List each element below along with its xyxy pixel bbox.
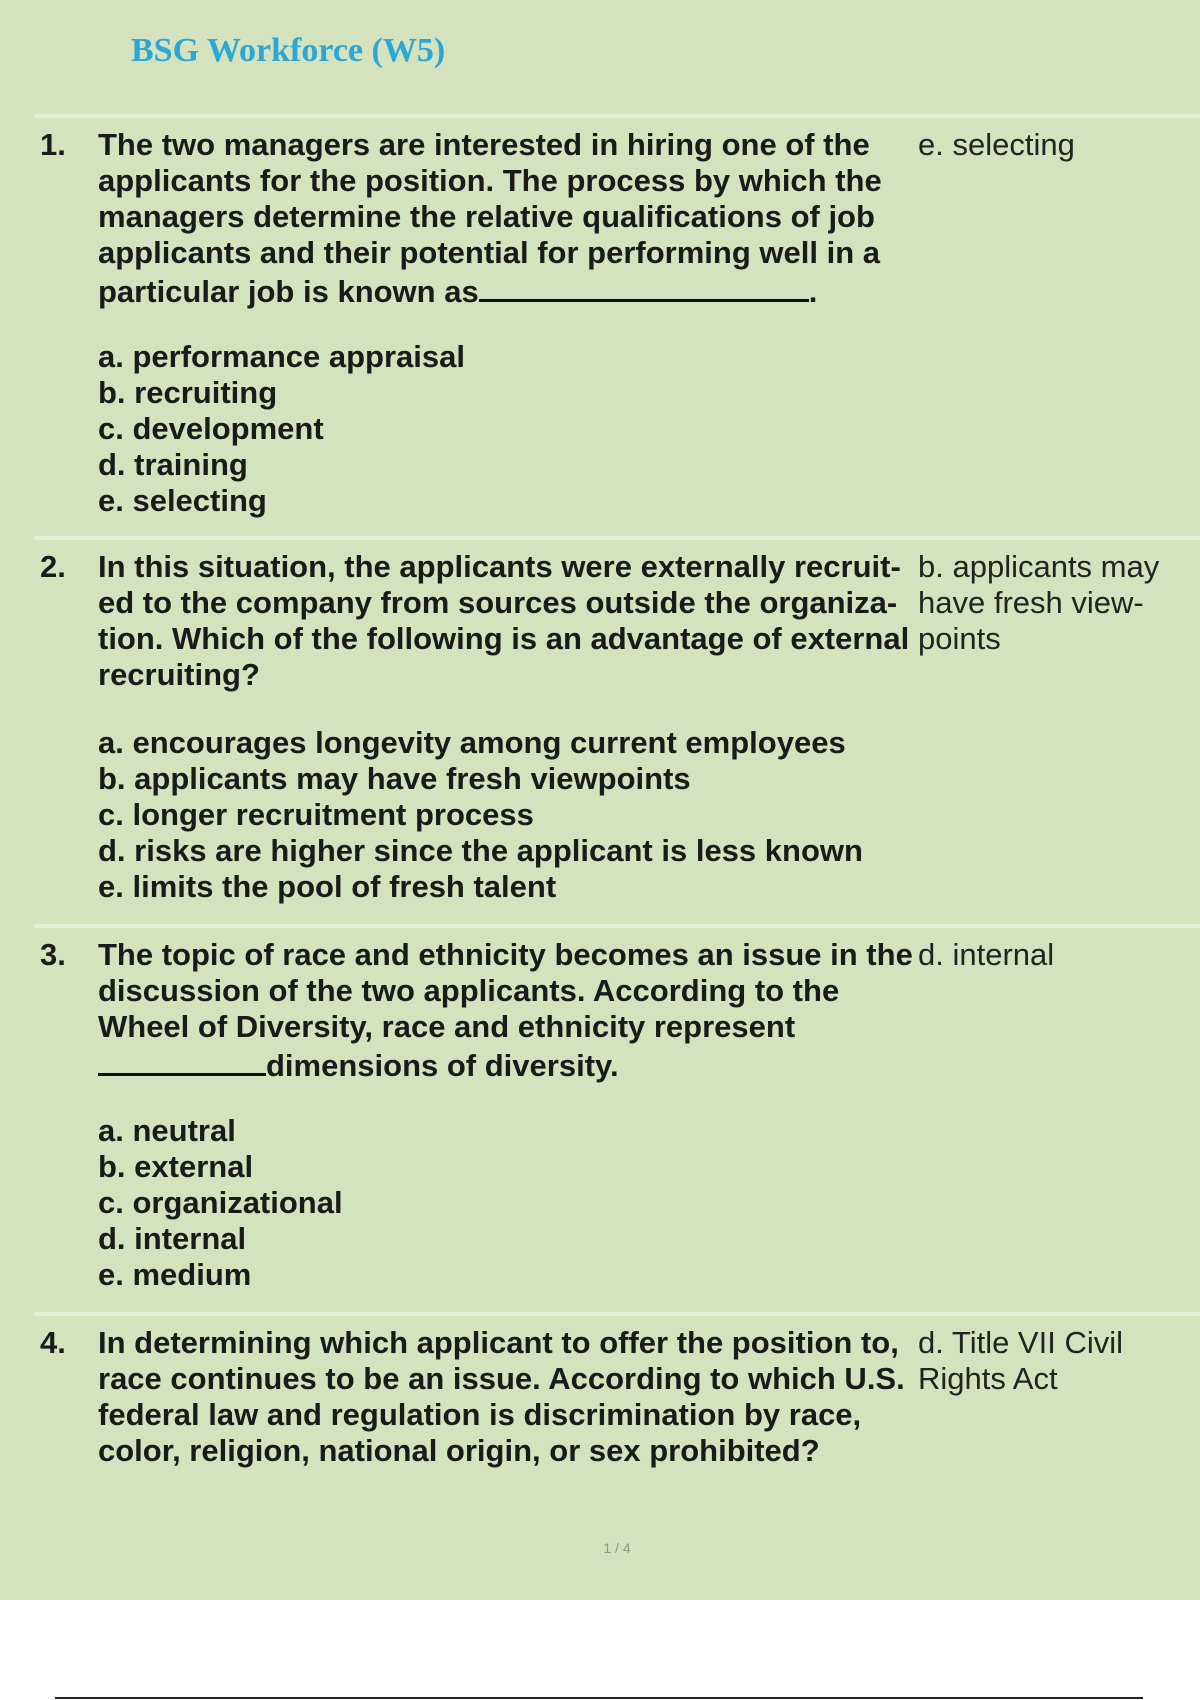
question-text [98, 937, 918, 1084]
answer-blank [479, 271, 809, 302]
divider [34, 1312, 1200, 1316]
page-break-rule [55, 1697, 1143, 1699]
option-c: c. development [98, 411, 324, 446]
question-text-after: dimensions of diversity. [266, 1048, 619, 1083]
options-list [98, 339, 918, 519]
question-text-before: The two managers are interested in hiring one of the applicants for the position. The process by which the managers determine the relative qualifications of job applicants and their potential for performing well in a particular job is known as [98, 127, 882, 309]
question-text-before: The topic of race and ethnicity becomes an issue in the discussion of the two applicants. According to the Wheel of Diversity, race and ethnicity represent [98, 937, 913, 1044]
question-text [98, 127, 918, 310]
option-b: b. recruiting [98, 375, 278, 410]
answer-text: d. internal [918, 937, 1055, 972]
option-a: a. encourages longevity among current employees [98, 725, 846, 760]
option-e: e. limits the pool of fresh talent [98, 869, 557, 904]
answer-blank [98, 1045, 266, 1076]
page-indicator: 1 / 4 [603, 1540, 631, 1556]
answer-text: d. Title VII Civil Rights Act [918, 1325, 1123, 1396]
question-text-before: In determining which applicant to offer the position to, race continues to be an issue. According to which U.S. federal law and regulation is discrimination by race, color, religion, national origin, or sex prohibited? [98, 1325, 905, 1468]
question-number: 1. [40, 127, 66, 162]
question-number: 2. [40, 549, 66, 584]
option-a: a. performance appraisal [98, 339, 465, 374]
option-d: d. internal [98, 1221, 247, 1256]
divider [34, 536, 1200, 540]
option-c: c. organizational [98, 1185, 343, 1220]
option-d: d. risks are higher since the applicant is less known [98, 833, 863, 868]
option-b: b. applicants may have fresh viewpoints [98, 761, 691, 796]
question-number: 3. [40, 937, 66, 972]
document-title: BSG Workforce (W5) [131, 32, 446, 69]
question-text [98, 549, 918, 693]
answer-text: b. applicants may have fresh view- points [918, 549, 1160, 656]
option-d: d. training [98, 447, 248, 482]
question-text-before: In this situation, the applicants were externally recruit- ed to the company from sources outside the organiza- tion. Which of the following is an advantage of external recruiting? [98, 549, 910, 692]
question-text [98, 1325, 918, 1469]
option-c: c. longer recruitment process [98, 797, 534, 832]
option-e: e. selecting [98, 483, 267, 518]
question-number: 4. [40, 1325, 66, 1360]
option-b: b. external [98, 1149, 254, 1184]
divider [34, 114, 1200, 118]
option-e: e. medium [98, 1257, 252, 1292]
option-a: a. neutral [98, 1113, 236, 1148]
question-text-after: . [808, 274, 818, 309]
options-list [98, 725, 918, 905]
divider [34, 924, 1200, 928]
options-list [98, 1113, 918, 1293]
answer-text: e. selecting [918, 127, 1075, 162]
